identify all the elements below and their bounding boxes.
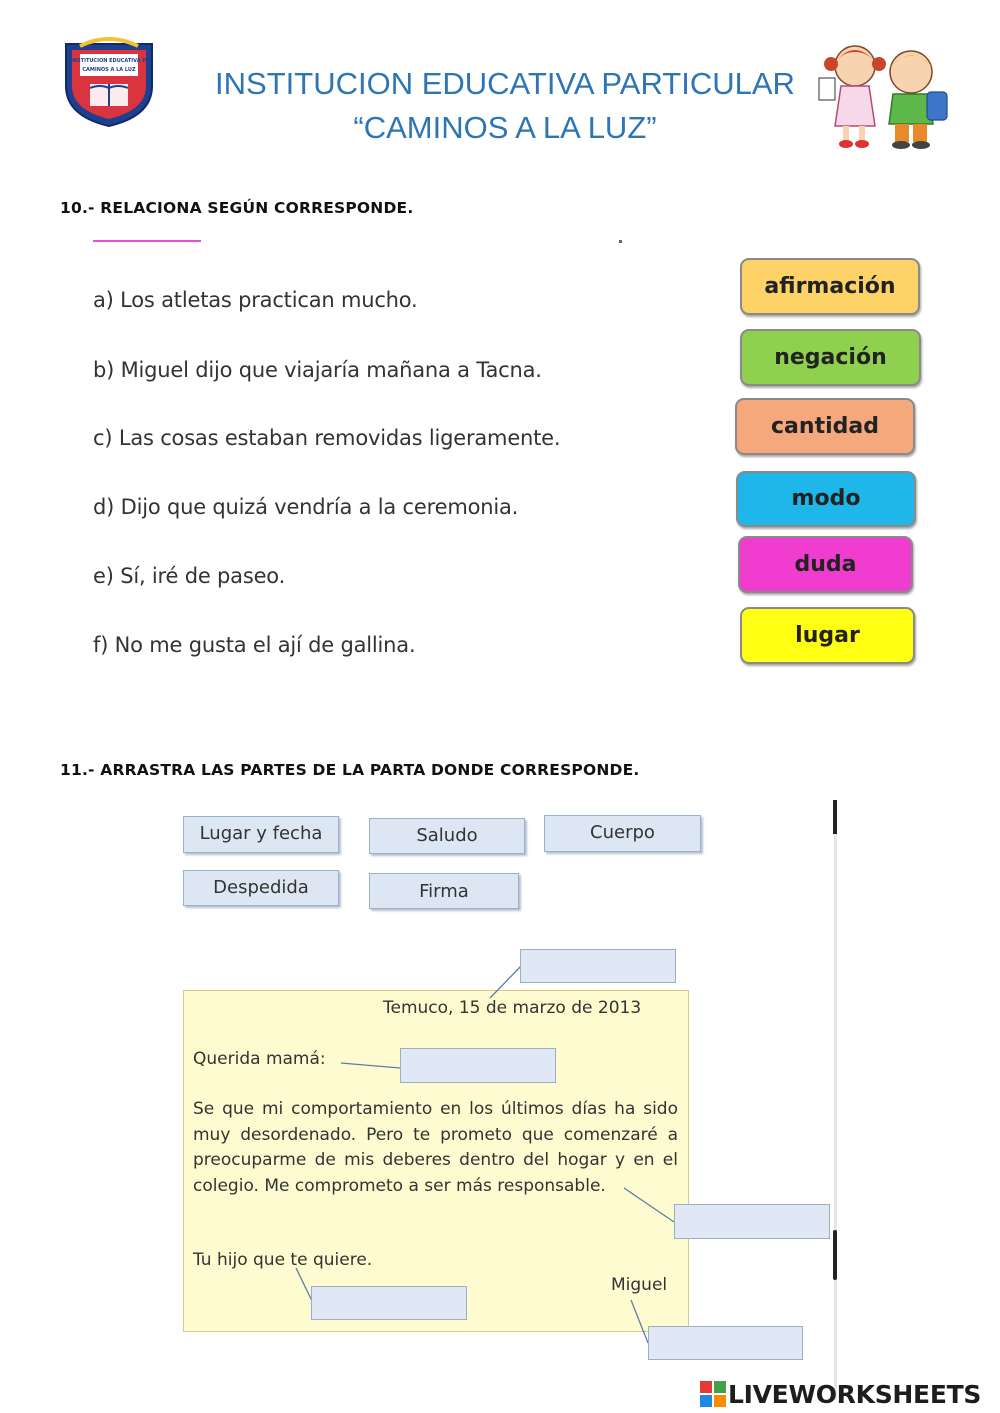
liveworksheets-logo-icon bbox=[700, 1381, 726, 1407]
letter-closing: Tu hijo que te quiere. bbox=[193, 1250, 373, 1270]
school-title-line1: INSTITUCION EDUCATIVA PARTICULAR bbox=[215, 66, 795, 101]
letter-body: Se que mi comportamiento en los últimos días ha sido muy desordenado. Pero te prometo que comenzaré a preocuparme de mis deberes dentro del hogar y en el colegio. Me comprometo a ser más responsable. bbox=[193, 1099, 678, 1196]
school-title-line2: “CAMINOS A LA LUZ” bbox=[353, 110, 657, 145]
sentence-c[interactable]: c) Las cosas estaban removidas ligeramente. bbox=[93, 426, 561, 450]
drop-zone-body[interactable] bbox=[674, 1204, 830, 1239]
letter-date: Temuco, 15 de marzo de 2013 bbox=[383, 998, 642, 1018]
letter-greeting: Querida mamá: bbox=[193, 1049, 326, 1069]
chip-lugar[interactable]: lugar bbox=[740, 607, 915, 664]
chip-afirmacion[interactable]: afirmación bbox=[740, 258, 920, 315]
label-despedida[interactable]: Despedida bbox=[183, 870, 339, 906]
chip-negacion[interactable]: negación bbox=[740, 329, 921, 386]
section10-heading: 10.- RELACIONA SEGÚN CORRESPONDE. bbox=[60, 199, 414, 217]
sentence-a[interactable]: a) Los atletas practican mucho. bbox=[93, 288, 418, 312]
label-firma[interactable]: Firma bbox=[369, 873, 519, 909]
sentence-e[interactable]: e) Sí, iré de paseo. bbox=[93, 564, 286, 588]
drop-zone-date[interactable] bbox=[520, 949, 676, 983]
connector-date bbox=[490, 966, 521, 998]
chip-duda[interactable]: duda bbox=[738, 536, 913, 593]
chip-cantidad[interactable]: cantidad bbox=[735, 398, 915, 455]
liveworksheets-brand: LIVEWORKSHEETS bbox=[728, 1379, 982, 1409]
drop-zone-closing[interactable] bbox=[311, 1286, 467, 1320]
logo-text-line1: INSTITUCION EDUCATIVA P. bbox=[71, 58, 147, 64]
liveworksheets-logo bbox=[700, 1379, 981, 1409]
label-lugar-y-fecha[interactable]: Lugar y fecha bbox=[183, 816, 339, 853]
sentence-f[interactable]: f) No me gusta el ají de gallina. bbox=[93, 633, 416, 657]
logo-text-line2: CAMINOS A LA LUZ bbox=[82, 67, 136, 73]
section11-heading: 11.- ARRASTRA LAS PARTES DE LA PARTA DONDE CORRESPONDE. bbox=[60, 761, 640, 779]
label-saludo[interactable]: Saludo bbox=[369, 818, 525, 854]
letter-signature: Miguel bbox=[611, 1275, 668, 1295]
sentence-b[interactable]: b) Miguel dijo que viajaría mañana a Tacna. bbox=[93, 358, 542, 382]
drop-zone-greeting[interactable] bbox=[400, 1048, 556, 1083]
connector-greeting bbox=[341, 1063, 400, 1068]
sentence-d[interactable]: d) Dijo que quizá vendría a la ceremonia. bbox=[93, 495, 519, 519]
connector-signature bbox=[631, 1300, 648, 1343]
chip-modo[interactable]: modo bbox=[736, 471, 916, 527]
drop-zone-signature[interactable] bbox=[648, 1326, 803, 1360]
label-cuerpo[interactable]: Cuerpo bbox=[544, 815, 701, 852]
